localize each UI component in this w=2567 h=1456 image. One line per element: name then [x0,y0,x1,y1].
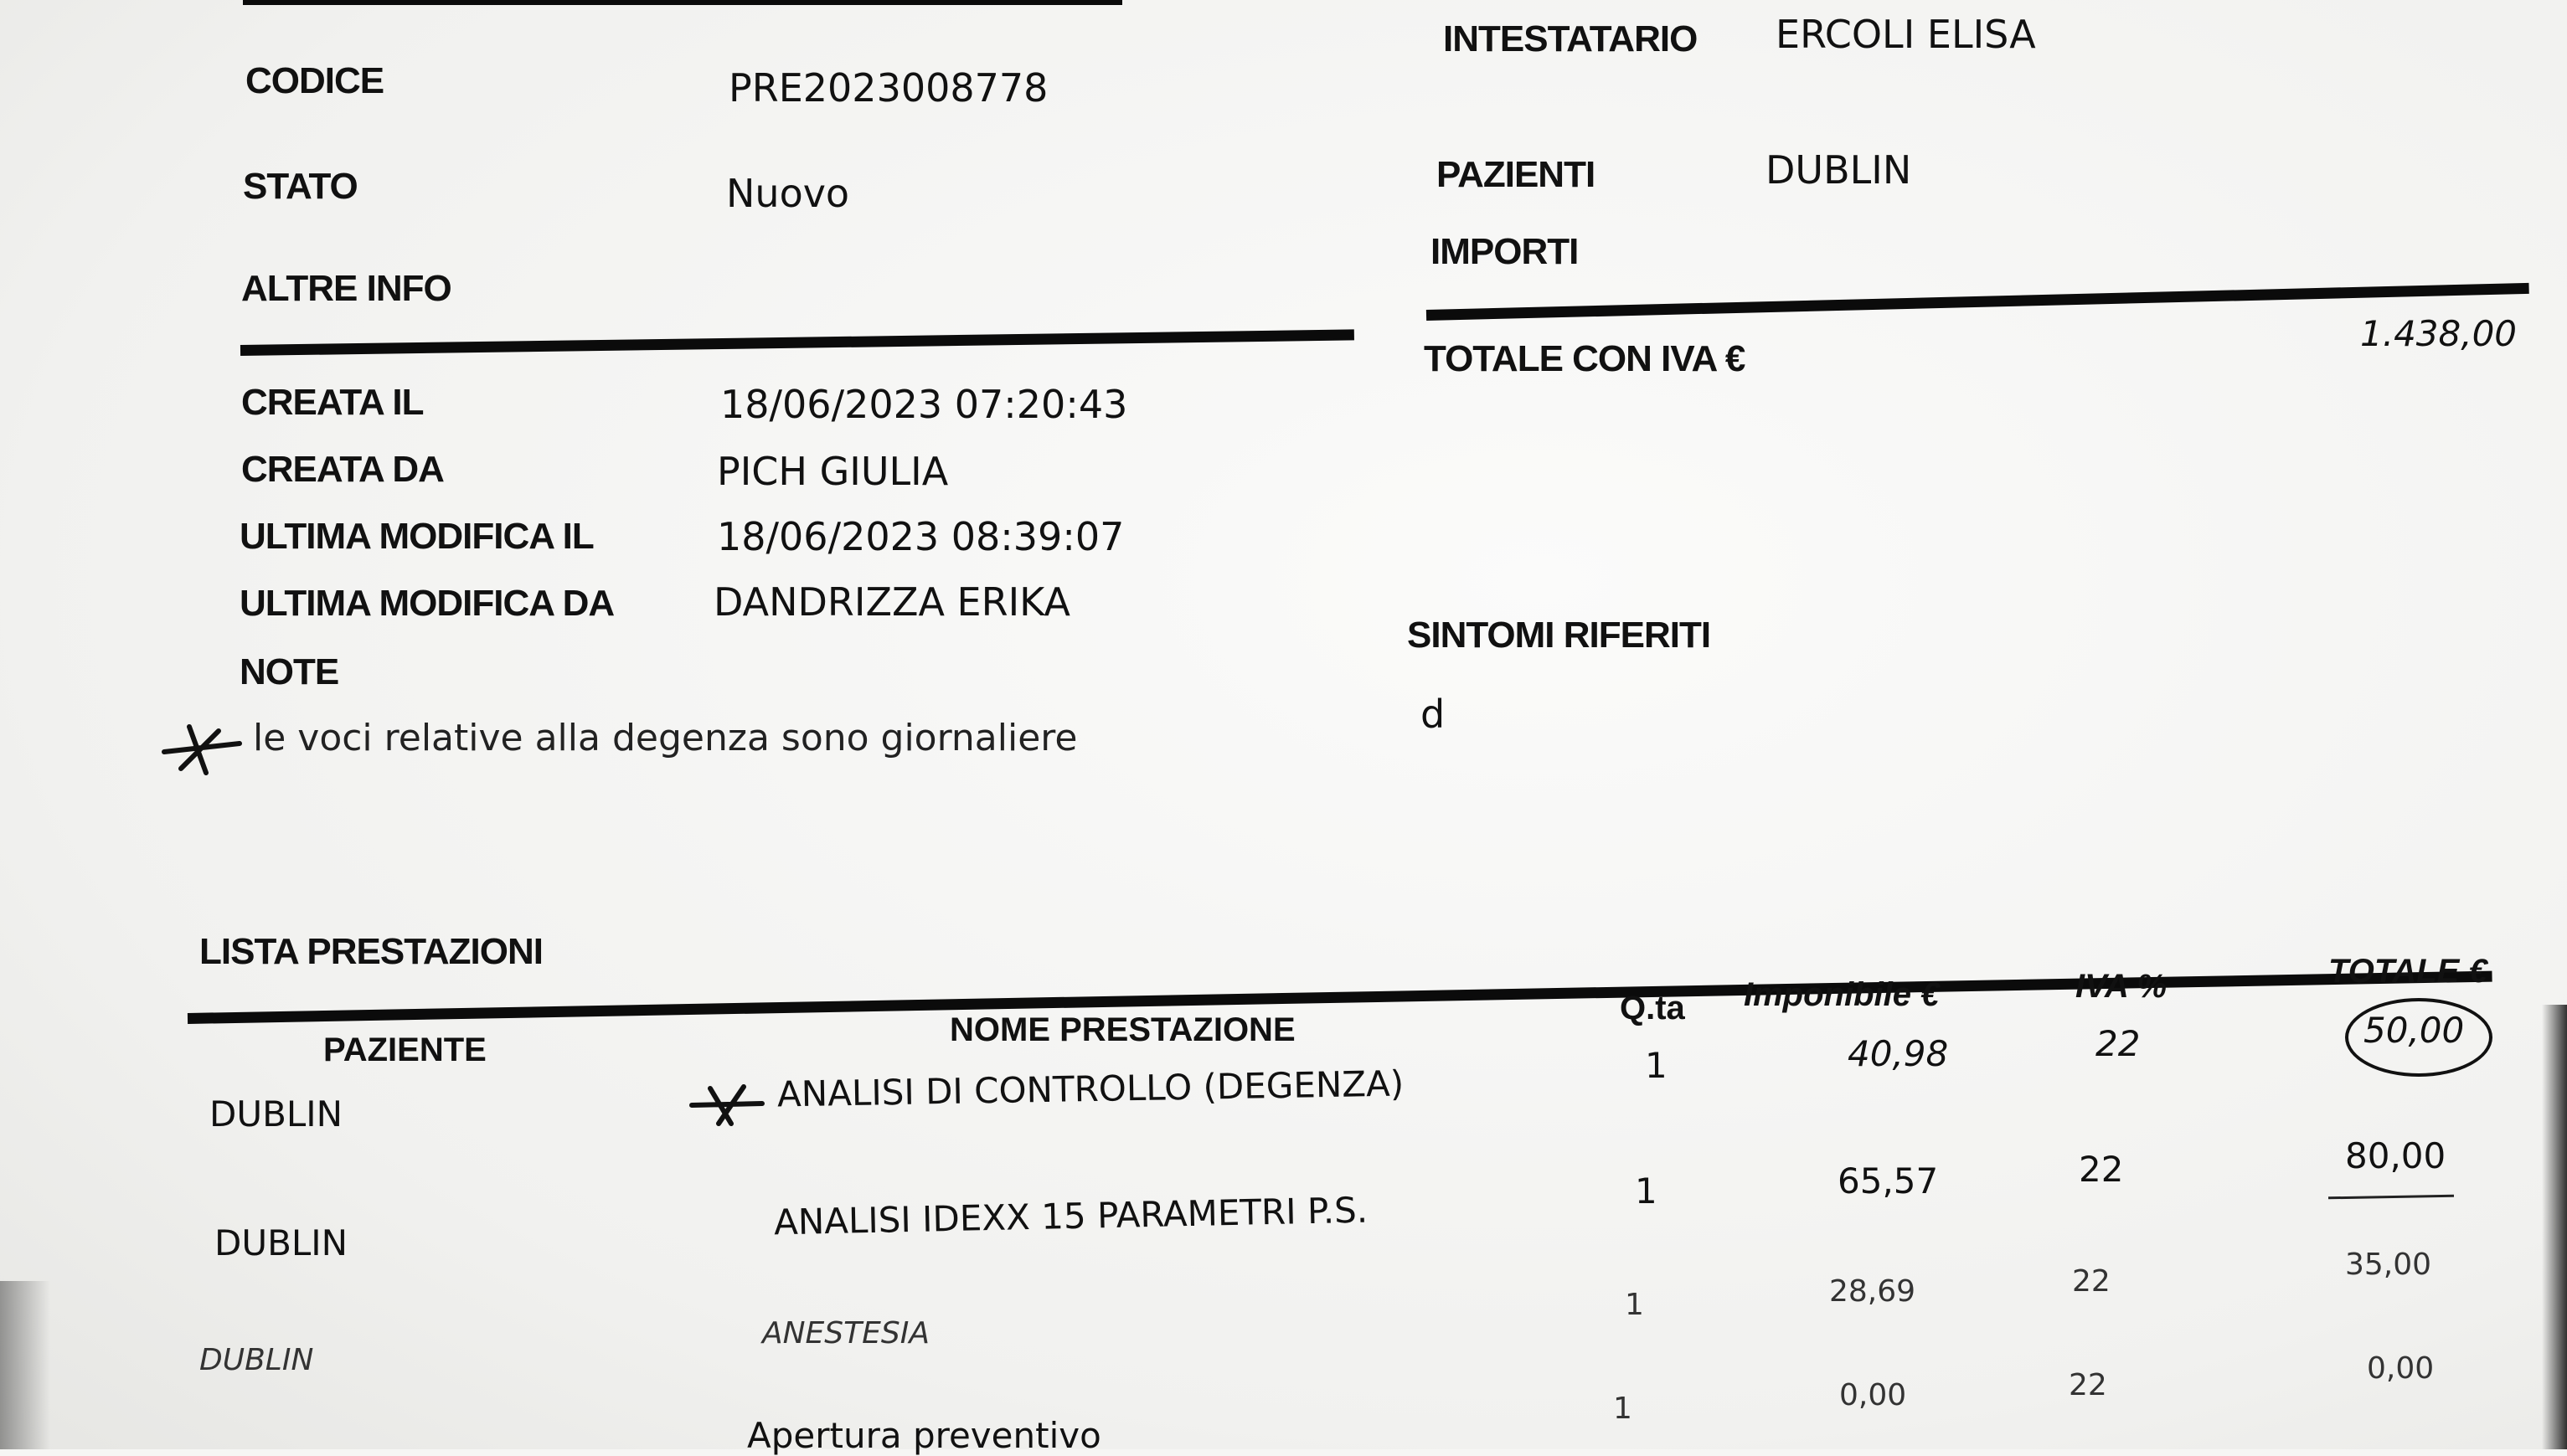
pazienti-value: DUBLIN [1765,147,1912,193]
row1-asterisk-icon [685,1080,769,1130]
creata-il-value: 18/06/2023 07:20:43 [720,382,1128,427]
col-paziente: PAZIENTE [323,1032,487,1068]
row4-qta: 1 [1613,1392,1632,1426]
ultima-modifica-il-value: 18/06/2023 08:39:07 [717,514,1125,559]
row1-totale: 50,00 [2363,1010,2465,1051]
pazienti-label: PAZIENTI [1436,154,1595,195]
row3-iva: 22 [2072,1264,2111,1299]
altre-info-label: ALTRE INFO [241,268,451,309]
creata-da-value: PICH GIULIA [717,449,949,494]
sintomi-value: d [1420,692,1446,737]
top-rule-fragment [243,0,1122,5]
sintomi-label: SINTOMI RIFERITI [1407,615,1711,656]
note-label: NOTE [240,651,339,692]
row4-imponibile: 0,00 [1839,1378,1907,1412]
row2-totale: 80,00 [2345,1135,2446,1176]
intestatario-value: ERCOLI ELISA [1776,12,2036,57]
paper-edge-shadow-left [0,1281,50,1449]
row1-imponibile: 40,98 [1848,1033,1949,1074]
row1-qta: 1 [1645,1045,1668,1086]
creata-il-label: CREATA IL [241,382,424,423]
ultima-modifica-il-label: ULTIMA MODIFICA IL [240,516,594,557]
row3-totale: 35,00 [2345,1248,2432,1282]
codice-value: PRE2023008778 [729,65,1049,111]
codice-label: CODICE [245,60,384,101]
row4-totale: 0,00 [2367,1351,2435,1386]
ultima-modifica-da-label: ULTIMA MODIFICA DA [240,583,615,624]
row3-paziente: DUBLIN [199,1343,314,1377]
intestatario-label: INTESTATARIO [1443,18,1698,59]
col-nome-prestazione: NOME PRESTAZIONE [950,1011,1296,1048]
totale-iva-label: TOTALE CON IVA € [1424,338,1745,379]
row1-iva: 22 [2095,1023,2141,1064]
row2-nome: ANALISI IDEXX 15 PARAMETRI P.S. [773,1189,1369,1243]
row2-totale-underline [2328,1195,2454,1200]
row1-paziente: DUBLIN [209,1093,343,1134]
ultima-modifica-da-value: DANDRIZZA ERIKA [714,579,1070,625]
col-totale: TOTALE € [2328,953,2487,990]
row3-nome: ANESTESIA [762,1316,930,1351]
row2-qta: 1 [1635,1170,1657,1212]
col-imponibile: Imponibile € [1744,976,1940,1013]
importi-label: IMPORTI [1430,231,1579,272]
lista-title: LISTA PRESTAZIONI [199,931,543,972]
row3-qta: 1 [1625,1288,1644,1322]
row1-nome: ANALISI DI CONTROLLO (DEGENZA) [776,1062,1405,1115]
stato-label: STATO [243,166,358,207]
totale-iva-value: 1.438,00 [2360,313,2518,354]
row4-nome: Apertura preventivo [747,1415,1101,1456]
row2-imponibile: 65,57 [1838,1160,1939,1201]
col-iva: IVA % [2075,968,2167,1005]
row3-imponibile: 28,69 [1829,1274,1916,1309]
row4-iva: 22 [2069,1368,2107,1402]
row2-iva: 22 [2079,1149,2124,1190]
asterisk-mark-icon [156,718,248,777]
altre-info-rule [240,329,1354,356]
col-qta: Q.ta [1620,990,1685,1026]
stato-value: Nuovo [726,171,850,216]
paper-edge-shadow-right [2542,1005,2567,1449]
row2-paziente: DUBLIN [214,1222,348,1263]
creata-da-label: CREATA DA [241,449,444,490]
note-value: le voci relative alla degenza sono giornaliere [253,717,1078,759]
